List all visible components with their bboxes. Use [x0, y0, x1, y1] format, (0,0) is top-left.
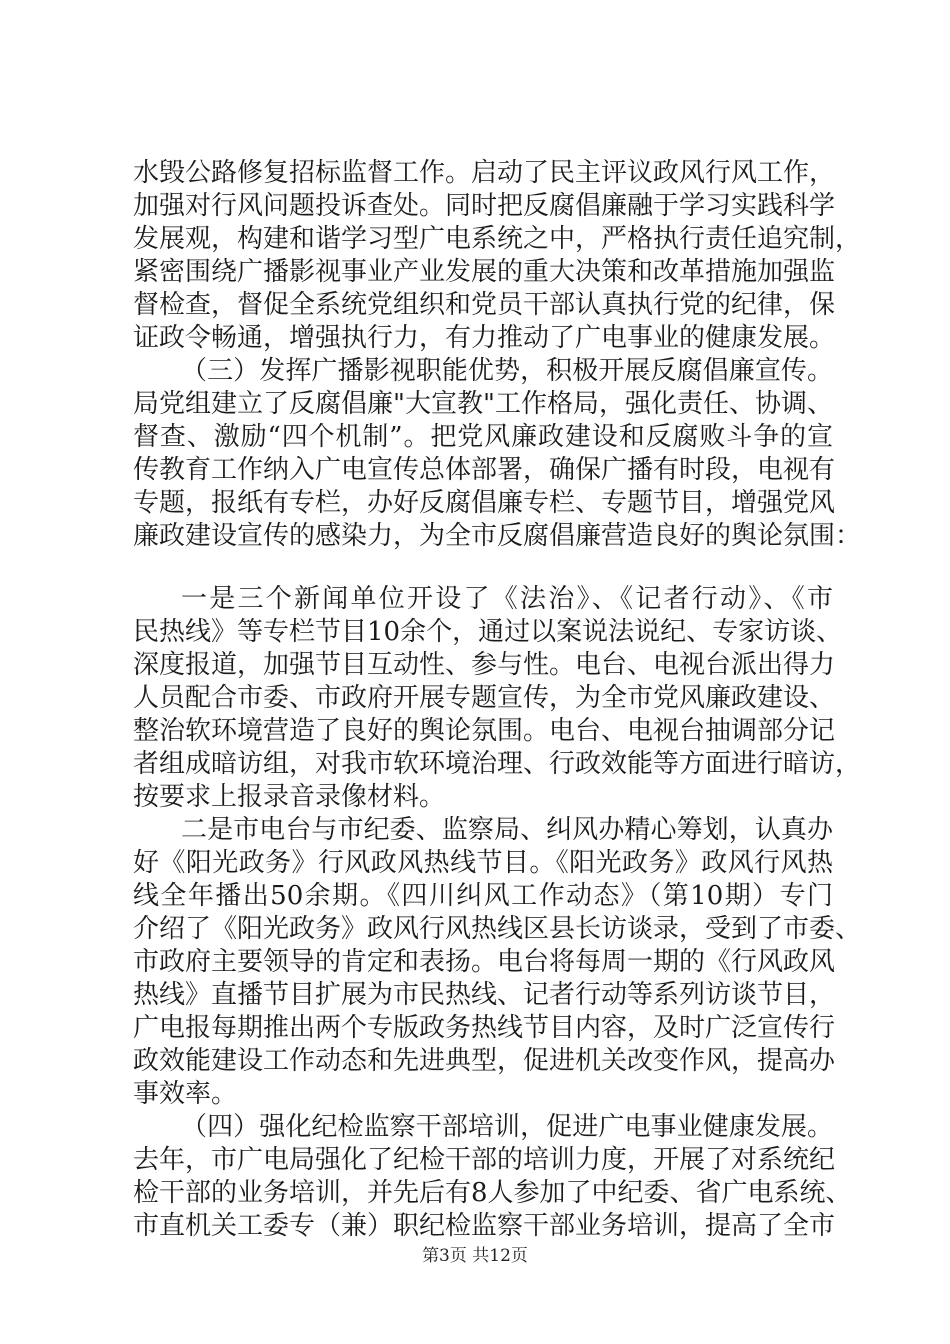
section-heading-line: （四）强化纪检监察干部培训，促进广电事业健康发展。 — [181, 1112, 833, 1142]
paragraph — [133, 355, 862, 553]
text-line: 检干部的业务培训，并先后有8人参加了中纪委、省广电系统、 — [133, 1178, 852, 1208]
text-line: 深度报道，加强节目互动性、参与性。电台、电视台派出得力 — [133, 650, 836, 680]
text-line: 市直机关工委专（兼）职纪检监察干部业务培训，提高了全市 — [133, 1211, 836, 1241]
paragraph — [133, 1111, 852, 1243]
text-line: 督检查，督促全系统党组织和党员干部认真执行党的纪律，保 — [133, 290, 836, 320]
text-line: 传教育工作纳入广电宣传总体部署，确保广播有时段，电视有 — [133, 455, 836, 485]
text-line: 事效率。 — [133, 1079, 238, 1109]
text-line: 发展观，构建和谐学习型广电系统之中，严格执行责任追究制， — [133, 224, 862, 254]
text-line: 介绍了《阳光政务》政风行风热线区县长访谈录，受到了市委、 — [133, 914, 862, 944]
text-line: 线全年播出50余期。《四川纠风工作动态》（第10期）专门 — [133, 881, 833, 911]
document-body — [133, 157, 862, 1243]
text-line: 者组成暗访组，对我市软环境治理、行政效能等方面进行暗访， — [133, 749, 862, 779]
text-line: 督查、激励“四个机制”。把党风廉政建设和反腐败斗争的宣 — [133, 422, 833, 452]
text-line: 好《阳光政务》行风政风热线节目。《阳光政务》政风行风热 — [133, 848, 833, 878]
text-line: 加强对行风问题投诉查处。同时把反腐倡廉融于学习实践科学 — [133, 191, 836, 221]
section-heading-line: （三）发挥广播影视职能优势，积极开展反腐倡廉宣传。 — [181, 356, 833, 386]
text-line: 广电报每期推出两个专版政务热线节目内容，及时广泛宣传行 — [133, 1013, 836, 1043]
text-line: 去年，市广电局强化了纪检干部的培训力度，开展了对系统纪 — [133, 1145, 836, 1175]
text-line: 民热线》等专栏节目10余个，通过以案说法说纪、专家访谈、 — [133, 617, 843, 647]
text-line: 水毁公路修复招标监督工作。启动了民主评议政风行风工作， — [133, 158, 836, 188]
text-line: 按要求上报录音录像材料。 — [133, 782, 446, 812]
paragraph — [133, 814, 862, 1111]
text-line: 专题，报纸有专栏，办好反腐倡廉专栏、专题节目，增强党风 — [133, 488, 836, 518]
text-line: 政效能建设工作动态和先进典型，促进机关改变作风，提高办 — [133, 1046, 836, 1076]
text-line: 局党组建立了反腐倡廉"大宣教"工作格局，强化责任、协调、 — [133, 389, 833, 419]
text-line: 二是市电台与市纪委、监察局、纠风办精心筹划，认真办 — [181, 815, 833, 845]
text-line: 证政令畅通，增强执行力，有力推动了广电事业的健康发展。 — [133, 323, 836, 353]
paragraph — [133, 583, 862, 814]
text-line: 热线》直播节目扩展为市民热线、记者行动等系列访谈节目， — [133, 980, 836, 1010]
text-line: 一是三个新闻单位开设了《法治》、《记者行动》、《市 — [181, 584, 833, 614]
text-line: 廉政建设宣传的感染力，为全市反腐倡廉营造良好的舆论氛围： — [133, 521, 862, 551]
text-line: 人员配合市委、市政府开展专题宣传，为全市党风廉政建设、 — [133, 683, 836, 713]
text-line: 整治软环境营造了良好的舆论氛围。电台、电视台抽调部分记 — [133, 716, 836, 746]
text-line: 市政府主要领导的肯定和表扬。电台将每周一期的《行风政风 — [133, 947, 836, 977]
text-line: 紧密围绕广播影视事业产业发展的重大决策和改革措施加强监 — [133, 257, 836, 287]
page-number-footer: 第3页 共12页 — [422, 1246, 528, 1266]
paragraph — [133, 157, 862, 355]
paragraph-gap — [133, 553, 833, 583]
